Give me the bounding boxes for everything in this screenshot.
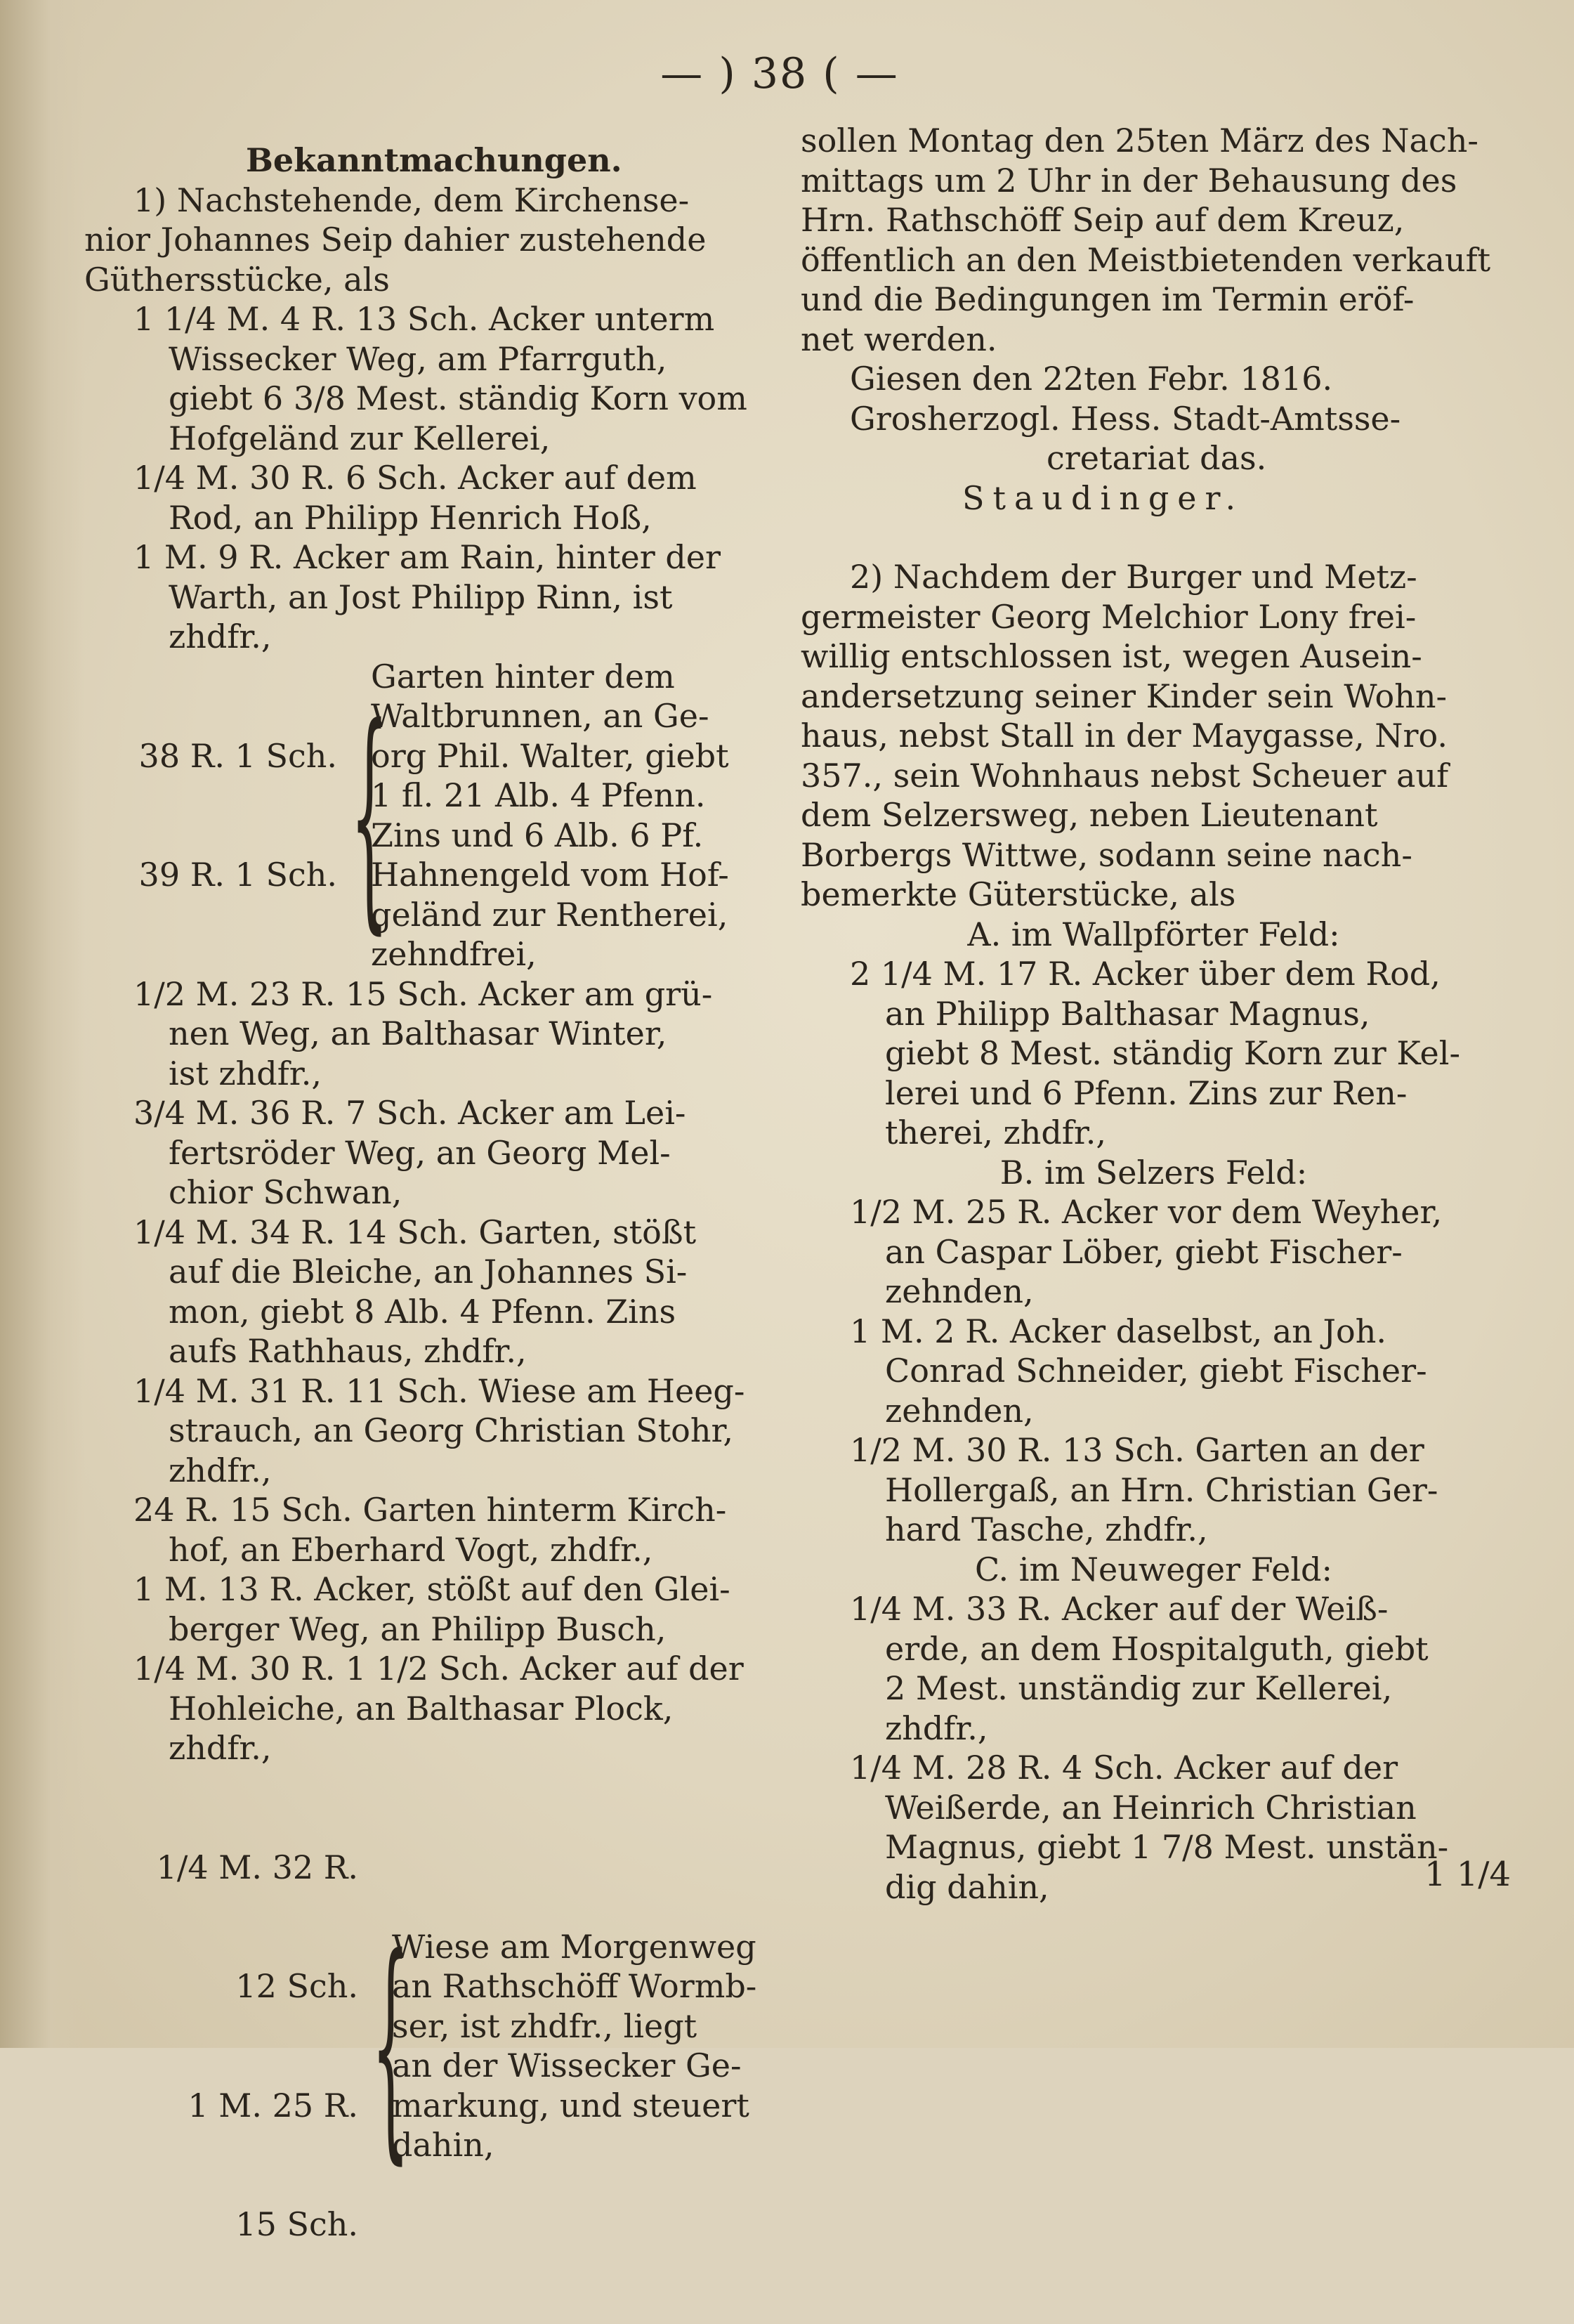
text-line: und die Bedingungen im Termin eröf-: [801, 280, 1415, 318]
brace-label: 38 R. 1 Sch.: [138, 736, 337, 775]
text-line: Hrn. Rathschöff Seip auf dem Kreuz,: [801, 201, 1405, 239]
text-line: Rod, an Philipp Henrich Hoß,: [169, 498, 652, 537]
section-title: B. im Selzers Feld:: [999, 1153, 1308, 1192]
text-line: zehnden,: [885, 1391, 1034, 1430]
right-column: [801, 121, 1507, 1907]
text-line: an Caspar Löber, giebt Fischer-: [885, 1232, 1403, 1271]
text-line: bemerkte Güterstücke, als: [801, 875, 1236, 913]
text-line: nen Weg, an Balthasar Winter,: [169, 1014, 667, 1052]
text-line: Garten hinter dem: [371, 657, 675, 696]
text-line: zehnden,: [885, 1272, 1034, 1310]
text-line: Hofgeländ zur Kellerei,: [169, 419, 551, 457]
text-line: an der Wissecker Ge-: [392, 2046, 742, 2084]
brace-text: [392, 1927, 756, 2165]
brace-label: 1 M. 25 R.: [188, 2086, 358, 2124]
property-item: 1/2 M. 25 R. Acker vor dem Weyher,: [850, 1193, 1443, 1231]
property-item: 1 M. 2 R. Acker daselbst, an Joh.: [850, 1312, 1386, 1350]
text-line: org Phil. Walter, giebt: [371, 736, 729, 775]
text-line: Waltbrunnen, an Ge-: [371, 697, 709, 735]
text-line: Wissecker Weg, am Pfarrguth,: [169, 339, 667, 378]
brace-labels: [84, 1768, 358, 2324]
property-item: 1/4 M. 33 R. Acker auf der Weiß-: [850, 1590, 1389, 1628]
signature-name: Staudinger.: [962, 478, 1245, 517]
property-item: 1/2 M. 23 R. 15 Sch. Acker am grü-: [133, 974, 713, 1013]
text-line: Zins und 6 Alb. 6 Pf.: [371, 816, 704, 854]
catchword: 1 1/4: [1424, 1855, 1511, 1894]
text-line: dem Selzersweg, neben Lieutenant: [801, 796, 1378, 834]
text-line: auf die Bleiche, an Johannes Si-: [169, 1253, 688, 1291]
property-item: 1 1/4 M. 4 R. 13 Sch. Acker unterm: [133, 300, 715, 338]
brace-label: 12 Sch.: [235, 1967, 358, 2005]
section-title: C. im Neuweger Feld:: [974, 1550, 1332, 1588]
text-line: net werden.: [801, 320, 997, 358]
text-line: chior Schwan,: [169, 1173, 402, 1211]
text-line: zhdfr.,: [169, 1729, 272, 1767]
property-item: 24 R. 15 Sch. Garten hinterm Kirch-: [133, 1491, 727, 1529]
text-line: an Rathschöff Wormb-: [392, 1967, 757, 2005]
section-heading: Bekanntmachungen.: [246, 141, 622, 179]
text-line: markung, und steuert: [392, 2086, 749, 2124]
text-line: Wiese am Morgenweg: [392, 1927, 756, 1966]
text-line: 2 Mest. unständig zur Kellerei,: [885, 1669, 1393, 1707]
text-line: berger Weg, an Philipp Busch,: [169, 1610, 667, 1648]
brace-group-garden: [84, 657, 787, 974]
brace-label: 39 R. 1 Sch.: [138, 856, 337, 894]
property-item: 1/4 M. 34 R. 14 Sch. Garten, stößt: [133, 1213, 697, 1251]
property-item: 1/2 M. 30 R. 13 Sch. Garten an der: [850, 1431, 1424, 1469]
signature-office: cretariat das.: [1047, 439, 1267, 477]
text-line: ist zhdfr.,: [169, 1054, 322, 1092]
curly-brace: {: [372, 1907, 410, 2185]
text-line: 2) Nachdem der Burger und Metz-: [850, 558, 1417, 596]
text-line: hof, an Eberhard Vogt, zhdfr.,: [169, 1530, 653, 1569]
property-item: 3/4 M. 36 R. 7 Sch. Acker am Lei-: [133, 1094, 686, 1132]
text-line: zhdfr.,: [885, 1709, 988, 1747]
text-line: Magnus, giebt 1 7/8 Mest. unstän-: [885, 1828, 1449, 1866]
text-line: Weißerde, an Heinrich Christian: [885, 1788, 1417, 1827]
text-line: geländ zur Rentherei,: [371, 895, 728, 934]
property-item: 2 1/4 M. 17 R. Acker über dem Rod,: [850, 955, 1441, 993]
text-line: zhdfr.,: [169, 1451, 272, 1489]
property-item: 1/4 M. 30 R. 1 1/2 Sch. Acker auf der: [133, 1650, 744, 1687]
page-number: — ) 38 ( —: [660, 49, 899, 98]
text-line: aufs Rathhaus, zhdfr.,: [169, 1332, 527, 1370]
text-line: giebt 8 Mest. ständig Korn zur Kel-: [885, 1034, 1460, 1072]
property-item: 1/4 M. 28 R. 4 Sch. Acker auf der: [850, 1749, 1398, 1787]
text-line: dahin,: [392, 2126, 494, 2164]
section-title: A. im Wallpförter Feld:: [967, 915, 1340, 953]
text-line: erde, an dem Hospitalguth, giebt: [885, 1629, 1429, 1668]
text-line: lerei und 6 Pfenn. Zins zur Ren-: [885, 1073, 1408, 1112]
left-column: [84, 141, 787, 2324]
brace-text: [371, 657, 729, 974]
curly-brace: {: [350, 676, 389, 955]
text-line: an Philipp Balthasar Magnus,: [885, 994, 1370, 1033]
text-line: fertsröder Weg, an Georg Mel-: [169, 1133, 671, 1172]
text-line: Conrad Schneider, giebt Fischer-: [885, 1352, 1427, 1390]
spacer: [801, 518, 1507, 557]
text-line: zhdfr.,: [169, 618, 272, 655]
brace-group-meadow: [84, 1768, 787, 2324]
text-line: strauch, an Georg Christian Stohr,: [169, 1411, 734, 1449]
property-item: 1/4 M. 31 R. 11 Sch. Wiese am Heeg-: [133, 1371, 745, 1410]
text-line: nior Johannes Seip dahier zustehende: [84, 221, 707, 259]
text-line: Hahnengeld vom Hof-: [371, 856, 729, 894]
text-line: willig entschlossen ist, wegen Ausein-: [801, 637, 1422, 675]
brace-labels: [84, 657, 337, 974]
brace-label: 15 Sch.: [235, 2205, 358, 2243]
text-line: andersetzung seiner Kinder sein Wohn-: [801, 677, 1447, 715]
text-line: Hollergaß, an Hrn. Christian Ger-: [885, 1470, 1438, 1509]
notice-date: Giesen den 22ten Febr. 1816.: [850, 360, 1333, 398]
text-line: Warth, an Jost Philipp Rinn, ist: [169, 577, 673, 616]
text-line: 1) Nachstehende, dem Kirchense-: [133, 181, 690, 219]
text-line: öffentlich an den Meistbietenden verkauft: [801, 240, 1491, 279]
text-line: haus, nebst Stall in der Maygasse, Nro.: [801, 717, 1448, 755]
text-line: therei, zhdfr.,: [885, 1114, 1107, 1151]
signature-office: Grosherzogl. Hess. Stadt-Amtsse-: [850, 399, 1401, 438]
property-item: 1/4 M. 30 R. 6 Sch. Acker auf dem: [133, 459, 697, 497]
text-line: 1 fl. 21 Alb. 4 Pfenn.: [371, 776, 706, 814]
property-item: 1 M. 13 R. Acker, stößt auf den Glei-: [133, 1570, 730, 1608]
page-gutter-shadow: [0, 0, 84, 2048]
brace-label: 1/4 M. 32 R.: [156, 1848, 358, 1886]
text-line: dig dahin,: [885, 1867, 1049, 1906]
text-line: germeister Georg Melchior Lony frei-: [801, 597, 1417, 636]
text-line: mon, giebt 8 Alb. 4 Pfenn. Zins: [169, 1292, 676, 1331]
text-line: zehndfrei,: [371, 935, 537, 973]
text-line: giebt 6 3/8 Mest. ständig Korn vom: [169, 379, 747, 417]
property-item: 1 M. 9 R. Acker am Rain, hinter der: [133, 538, 721, 576]
text-line: mittags um 2 Uhr in der Behausung des: [801, 161, 1457, 200]
text-line: Borbergs Wittwe, sodann seine nach-: [801, 835, 1412, 874]
text-line: sollen Montag den 25ten März des Nach-: [801, 122, 1478, 159]
text-line: ser, ist zhdfr., liegt: [392, 2006, 697, 2045]
text-line: hard Tasche, zhdfr.,: [885, 1510, 1208, 1548]
text-line: 357., sein Wohnhaus nebst Scheuer auf: [801, 756, 1449, 795]
text-line: Hohleiche, an Balthasar Plock,: [169, 1689, 674, 1728]
text-line: Güthersstücke, als: [84, 260, 390, 299]
